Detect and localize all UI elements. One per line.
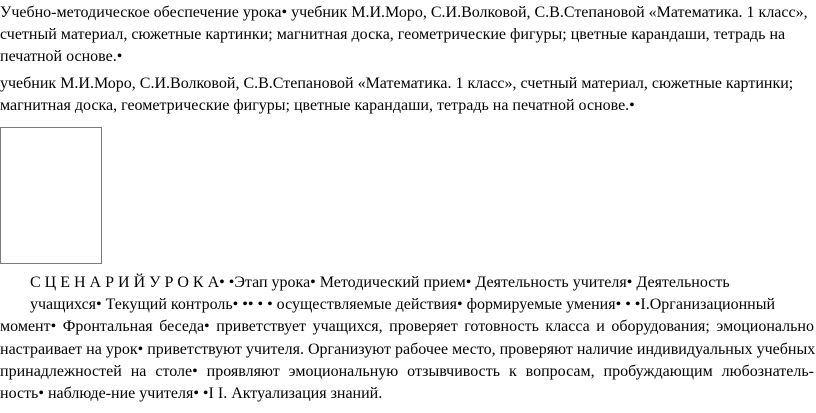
equipment-line-2: магнитная доска, геометрические фигуры; цветные карандаши, тетрадь на печатной основе.• (0, 97, 635, 114)
image-placeholder (0, 127, 102, 264)
scenario-line-6: ность• наблюде-ние учителя• •I I. Актуализация знаний. (0, 385, 383, 402)
scenario-line-5: принадлежностей на столе• проявляют эмоциональную отзывчивость к вопросам, пробуждающим любознатель- (0, 363, 814, 380)
equipment-line-1: учебник М.И.Моро, С.И.Волковой, С.В.Степановой «Математика. 1 класс», счетный материал, сюжетные картинки; (0, 75, 794, 92)
scenario-line-3: момент• Фронтальная беседа• приветствует учащихся, проверяет готовность класса и оборудования; эмоционально (0, 318, 814, 335)
scenario-line-4: настраивает на урок• приветствуют учителя. Организуют рабочее место, проверяют наличие индивидуальных учебных (0, 341, 816, 358)
methodical-support-line-3: печатной основе.• (0, 48, 123, 65)
methodical-support-line-2: счетный материал, сюжетные картинки; магнитная доска, геометрические фигуры; цветные карандаши, тетрадь на (0, 26, 786, 43)
methodical-support-line-1: Учебно-методическое обеспечение урока• учебник М.И.Моро, С.И.Волковой, С.В.Степановой «Математика. 1 класс», (0, 4, 808, 21)
scenario-line-2: учащихся• Текущий контроль• •• • • осуществляемые действия• формируемые умения• • •I.Организационный (30, 296, 776, 313)
scenario-line-1: С Ц Е Н А Р И Й У Р О К А• •Этап урока• Методический прием• Деятельность учителя• Деятельность (30, 274, 730, 291)
